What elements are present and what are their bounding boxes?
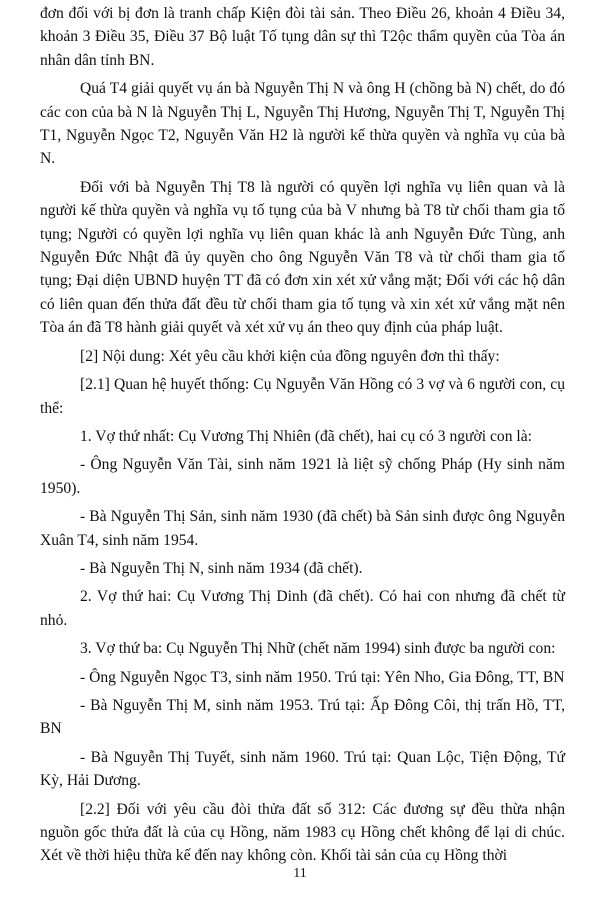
list-item-second-wife: 2. Vợ thứ hai: Cụ Vương Thị Dinh (đã chết). Có hai con nhưng đã chết từ nhỏ.: [40, 588, 565, 629]
list-item-child: - Ông Nguyễn Văn Tài, sinh năm 1921 là liệt sỹ chống Pháp (Hy sinh năm 1950).: [40, 456, 565, 497]
list-item-child: - Bà Nguyễn Thị N, sinh năm 1934 (đã chết).: [80, 559, 363, 577]
list-item-child: - Bà Nguyễn Thị Sản, sinh năm 1930 (đã chết) bà Sản sinh được ông Nguyễn Xuân T4, sinh năm 1954.: [40, 508, 565, 549]
list-item-child: - Ông Nguyễn Ngọc T3, sinh năm 1950. Trú tại: Yên Nho, Gia Đông, TT, BN: [80, 668, 565, 686]
section-heading-kinship: [2.1] Quan hệ huyết thống: Cụ Nguyễn Văn Hồng có 3 vợ và 6 người con, cụ thể:: [40, 376, 565, 417]
list-item-third-wife: 3. Vợ thứ ba: Cụ Nguyễn Thị Nhữ (chết năm 1994) sinh được ba người con:: [80, 640, 556, 658]
page-number: 11: [293, 866, 307, 881]
paragraph-successors: Quá T4 giải quyết vụ án bà Nguyễn Thị N và ông H (chồng bà N) chết, do đó các con của bà N là Nguyễn Thị L, Nguyễn Thị Hương, Nguyễn Thị T, Nguyễn Thị T1, Nguyễn Ngọc T2, Nguyễn Văn H2 là người kế thừa quyền và nghĩa vụ của bà N.: [40, 80, 565, 168]
list-item-first-wife: 1. Vợ thứ nhất: Cụ Vương Thị Nhiên (đã chết), hai cụ có 3 người con là:: [80, 427, 532, 445]
paragraph-related-parties: Đối với bà Nguyễn Thị T8 là người có quyền lợi nghĩa vụ liên quan và là người kế thừa quyền và nghĩa vụ tố tụng của bà V nhưng bà T8 từ chối tham gia tố tụng; Người có quyền lợi nghĩa vụ liên quan khác là anh Nguyễn Đức Tùng, anh Nguyễn Đức Nhật đã ủy quyền cho ông Nguyễn Văn T8 và từ chối tham gia tố tụng; Đại diện UBND huyện TT đã có đơn xin xét xử vắng mặt; Đối với các hộ dân có liên quan đến thửa đất đều từ chối tham gia tố tụng và xin xét xử vắng mặt nên Tòa án đã T8 hành giải quyết và xét xử vụ án theo quy định của pháp luật.: [40, 178, 565, 337]
list-item-child: - Bà Nguyễn Thị Tuyết, sinh năm 1960. Trú tại: Quan Lộc, Tiện Động, Tứ Kỳ, Hải Dương.: [40, 748, 565, 790]
section-heading-content: [2] Nội dung: Xét yêu cầu khởi kiện của đồng nguyên đơn thì thấy:: [80, 347, 500, 365]
section-heading-land-plot: [2.2] Đối với yêu cầu đòi thửa đất số 312: Các đương sự đều thừa nhận nguồn gốc thửa đất là của cụ Hồng, năm 1983 cụ Hồng chết không để lại di chúc. Xét về thời hiệu thừa kế đến nay không còn. Khối tài sản của cụ Hồng thời: [40, 800, 565, 865]
paragraph-jurisdiction: đơn đối với bị đơn là tranh chấp Kiện đòi tài sản. Theo Điều 26, khoản 4 Điều 34, khoản 3 Điều 35, Điều 37 Bộ luật Tố tụng dân sự thì T2ộc thẩm quyền của Tòa án nhân dân tỉnh BN.: [40, 5, 565, 69]
list-item-child: - Bà Nguyễn Thị M, sinh năm 1953. Trú tại: Ấp Đông Côi, thị trấn Hồ, TT, BN: [40, 696, 565, 738]
